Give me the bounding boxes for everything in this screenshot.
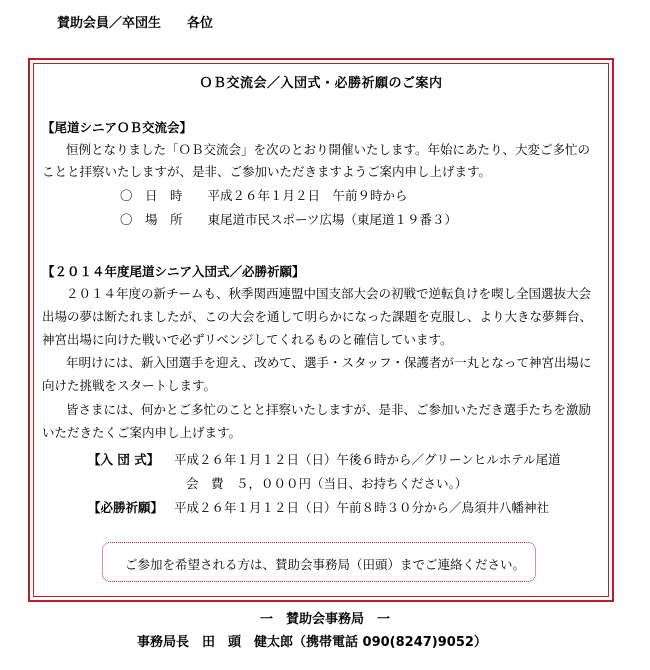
section1-body-line: 恒例となりました「ＯＢ交流会」を次のとおり開催いたします。年始にあたり、大変ご多忙の bbox=[66, 142, 591, 157]
letter-inner-frame bbox=[33, 63, 609, 597]
entry-fee: 会 費 ５，０００円（当日、お持ちください。） bbox=[186, 476, 468, 491]
letter-frame bbox=[28, 58, 614, 602]
section1-heading: 【尾道シニアＯＢ交流会】 bbox=[42, 120, 193, 135]
section2-heading: 【２０１４年度尾道シニア入団式／必勝祈願】 bbox=[42, 264, 305, 279]
contact-notice-box bbox=[102, 542, 536, 582]
section1-body-line: ことと拝察いたしますが、是非、ご参加いただきますようご案内申し上げます。 bbox=[42, 164, 492, 179]
section1-place: 〇 場 所 東尾道市民スポーツ広場（東尾道１９番３） bbox=[120, 212, 458, 227]
prayer-text: 平成２６年１月１２日（日）午前８時３０分から／鳥須井八幡神社 bbox=[174, 500, 550, 515]
section2-body-line: 向けた挑戦をスタートします。 bbox=[42, 378, 217, 393]
letter-title: ＯＢ交流会／入団式・必勝祈願のご案内 bbox=[199, 76, 443, 91]
addressee: 賛助会員／卒団生 各位 bbox=[57, 16, 214, 31]
section2-body-line: ２０１４年度の新チームも、秋季関西連盟中国支部大会の初戦で逆転負けを喫し全国選抜大会 bbox=[66, 286, 592, 301]
entry-text: 平成２６年１月１２日（日）午後６時から／グリーンヒルホテル尾道 bbox=[174, 452, 561, 467]
office-contact: 事務局長 田 頭 健太郎（携帯電話 090(8247)9052） bbox=[137, 635, 487, 650]
section2-body-line: いただきたくご案内申し上げます。 bbox=[42, 425, 242, 440]
contact-notice-text: ご参加を希望される方は、賛助会事務局（田頭）までご連絡ください。 bbox=[125, 557, 526, 572]
section2-body-line: 出場の夢は断たれましたが、この大会を通して明らかになった課題を克服し、より大きな夢舞台、 bbox=[42, 309, 593, 324]
section2-body-line: 皆さまには、何かとご多忙のことと拝察いたしますが、是非、ご参加いただき選手たちを激励 bbox=[66, 402, 592, 417]
section1-date: 〇 日 時 平成２６年１月２日 午前９時から bbox=[120, 188, 408, 203]
section2-body-line: 神宮出場に向けた戦いで必ずリベンジしてくれるものと確信しています。 bbox=[42, 332, 453, 347]
office-name: 一 賛助会事務局 一 bbox=[259, 612, 390, 627]
prayer-label: 【必勝祈願】 bbox=[88, 500, 164, 515]
entry-label: 【入 団 式】 bbox=[88, 452, 160, 467]
section2-body-line: 年明けには、新入団選手を迎え、改めて、選手・スタッフ・保護者が一丸となって神宮出場に bbox=[66, 355, 592, 370]
